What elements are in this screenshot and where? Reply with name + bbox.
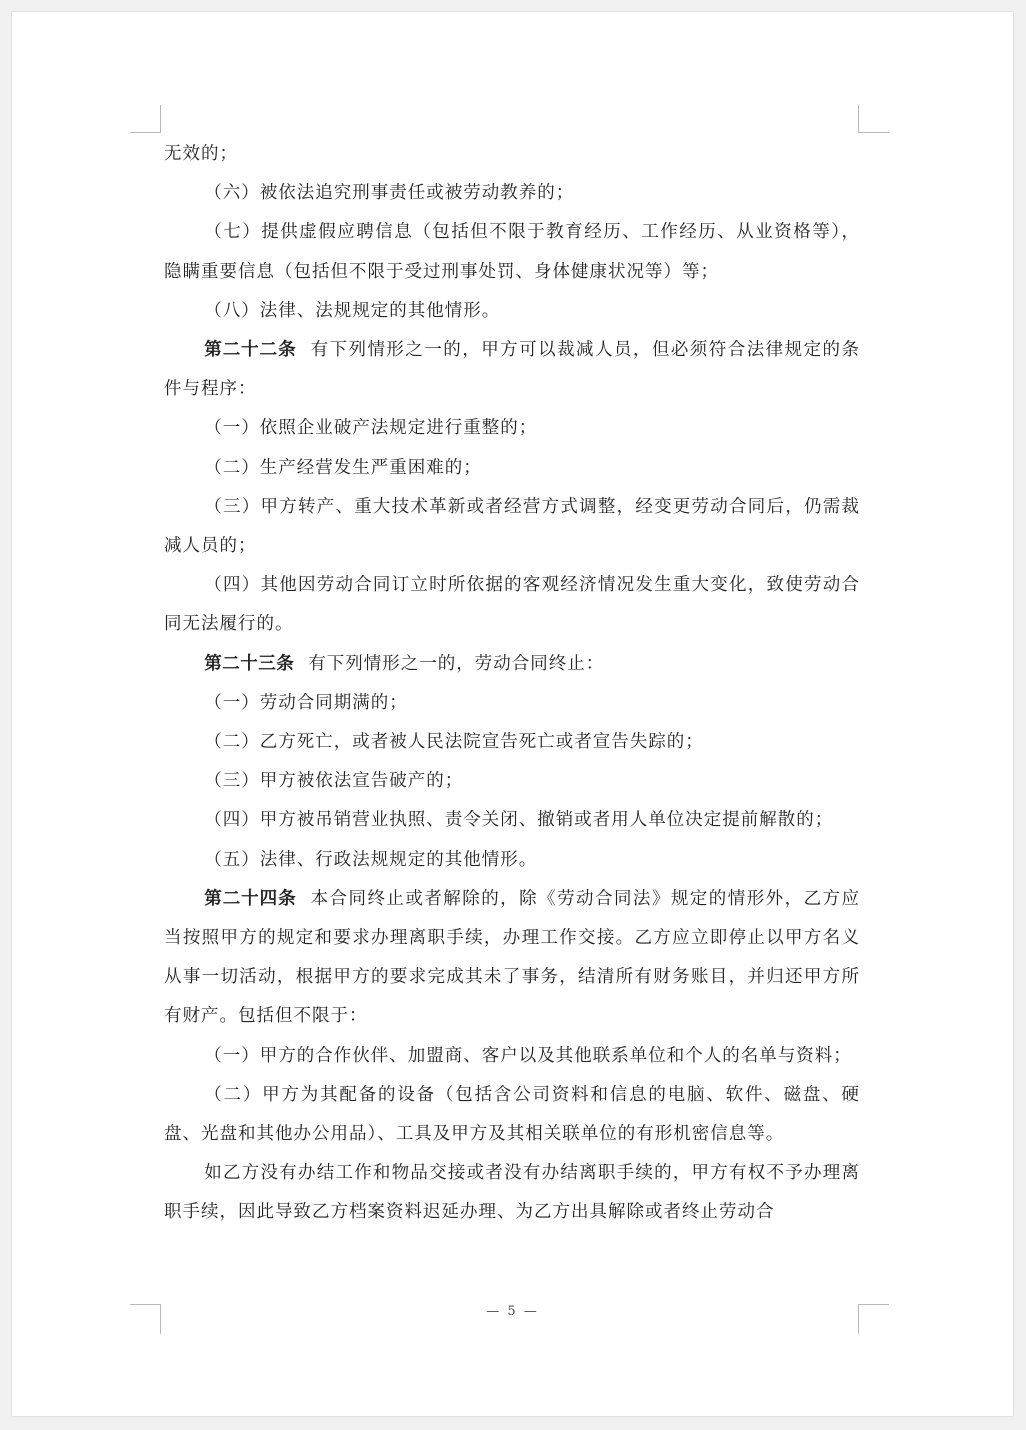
paragraph — [164, 292, 860, 331]
article-paragraph — [164, 880, 860, 1037]
paragraph-text: （三）甲方转产、重大技术革新或者经营方式调整，经变更劳动合同后，仍需裁减人员的； — [164, 496, 860, 557]
paragraph-text: 本合同终止或者解除的，除《劳动合同法》规定的情形外，乙方应当按照甲方的规定和要求办理离职手续，办理工作交接。乙方应立即停止以甲方名义从事一切活动，根据甲方的要求完成其未了事务，结清所有财务账目，并归还甲方所有财产。包括但不限于： — [164, 888, 860, 1027]
paragraph-text: （六）被依法追究刑事责任或被劳动教养的； — [204, 183, 575, 204]
paragraph — [164, 135, 860, 174]
paragraph-text: （二）生产经营发生严重困难的； — [204, 457, 482, 478]
paragraph — [164, 762, 860, 801]
paragraph-text: （二）甲方为其配备的设备（包括含公司资料和信息的电脑、软件、磁盘、硬盘、光盘和其他办公用品）、工具及甲方及其相关联单位的有形机密信息等。 — [164, 1084, 860, 1145]
paragraph-text: （一）甲方的合作伙伴、加盟商、客户以及其他联系单位和个人的名单与资料； — [204, 1045, 852, 1066]
paragraph-text: （四）其他因劳动合同订立时所依据的客观经济情况发生重大变化，致使劳动合同无法履行的。 — [164, 575, 860, 635]
paragraph-text: （二）乙方死亡，或者被人民法院宣告死亡或者宣告失踪的； — [204, 732, 704, 753]
paragraph-text: （五）法律、行政法规规定的其他情形。 — [204, 849, 538, 870]
article-number: 第二十四条 — [204, 888, 297, 909]
paragraph-text: 有下列情形之一的，劳动合同终止： — [308, 653, 605, 674]
paragraph — [164, 174, 860, 213]
paragraph-text: （八）法律、法规规定的其他情形。 — [204, 300, 501, 321]
paragraph-text: （一）依照企业破产法规定进行重整的； — [204, 418, 538, 439]
article-number: 第二十三条 — [204, 653, 295, 674]
article-number: 第二十二条 — [204, 340, 297, 361]
crop-mark-top-left — [130, 105, 161, 133]
paragraph — [164, 684, 860, 723]
article-paragraph — [164, 331, 860, 409]
paragraph-text: （三）甲方被依法宣告破产的； — [204, 771, 464, 792]
paragraph — [164, 841, 860, 880]
paragraph — [164, 1076, 860, 1154]
paragraph-text: （四）甲方被吊销营业执照、责令关闭、撤销或者用人单位决定提前解散的； — [204, 810, 834, 831]
paragraph — [164, 488, 860, 566]
paragraph — [164, 213, 860, 291]
crop-mark-top-right — [858, 105, 889, 133]
paragraph-text: （七）提供虚假应聘信息（包括但不限于教育经历、工作经历、从业资格等），隐瞒重要信息（包括但不限于受过刑事处罚、身体健康状况等）等； — [164, 222, 860, 282]
paragraph-text: 如乙方没有办结工作和物品交接或者没有办结离职手续的，甲方有权不予办理离职手续，因此导致乙方档案资料迟延办理、为乙方出具解除或者终止劳动合 — [164, 1163, 860, 1223]
document-body — [164, 135, 860, 1233]
paragraph — [164, 1154, 860, 1232]
article-paragraph — [164, 645, 860, 684]
paragraph-text: （一）劳动合同期满的； — [204, 692, 408, 713]
paragraph — [164, 409, 860, 448]
paragraph — [164, 801, 860, 840]
paragraph — [164, 449, 860, 488]
page-number: — 5 — — [486, 1304, 539, 1319]
paragraph-text: 无效的； — [164, 144, 238, 164]
document-page — [12, 12, 1013, 1416]
paragraph — [164, 723, 860, 762]
paragraph — [164, 566, 860, 644]
paragraph — [164, 1037, 860, 1076]
paragraph-text: 有下列情形之一的，甲方可以裁减人员，但必须符合法律规定的条件与程序： — [164, 340, 860, 400]
